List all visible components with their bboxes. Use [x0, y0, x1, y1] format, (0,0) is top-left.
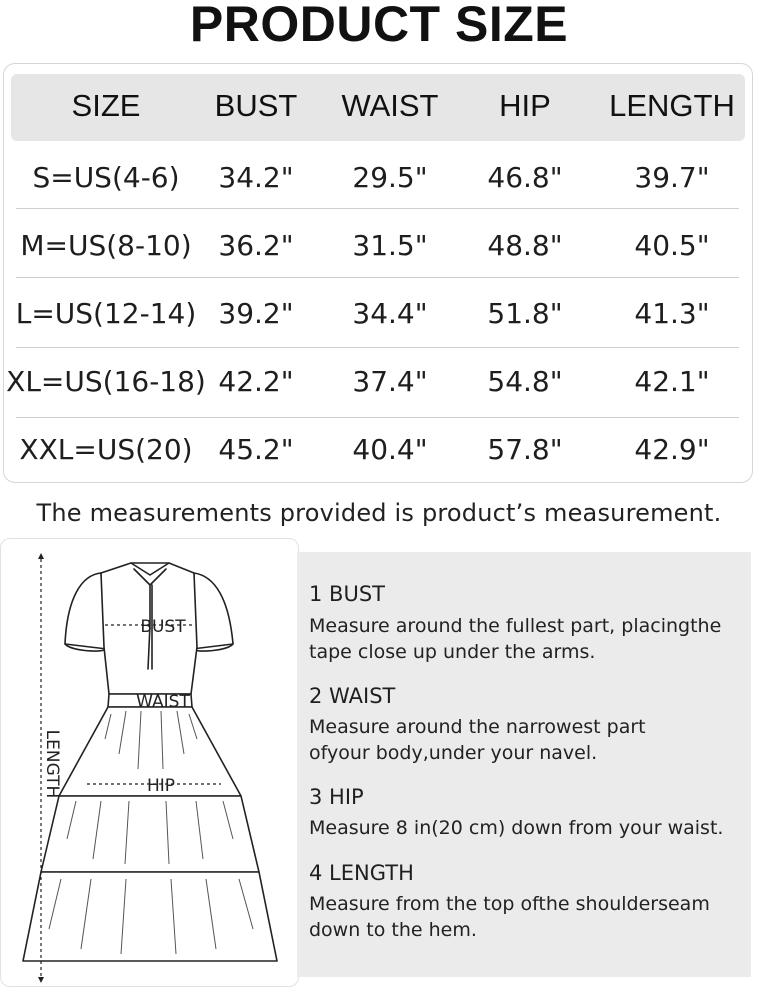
- cell-length: 41.3": [634, 297, 710, 330]
- cell-hip: 46.8": [487, 161, 563, 194]
- hip-heading: 3 HIP: [309, 785, 364, 809]
- header-bust: BUST: [214, 88, 298, 123]
- hip-description: Measure 8 in(20 cm) down from your waist.: [309, 817, 724, 839]
- row-divider: [16, 347, 739, 348]
- cell-waist: 37.4": [352, 365, 428, 398]
- dress-illustration: [0, 538, 299, 987]
- cell-length: 42.9": [634, 433, 710, 466]
- cell-length: 39.7": [634, 161, 710, 194]
- dress-drawing: [1, 539, 298, 986]
- row-divider: [16, 208, 739, 209]
- header-waist: WAIST: [341, 88, 439, 123]
- cell-waist: 29.5": [352, 161, 428, 194]
- cell-size: L=US(12-14): [15, 297, 197, 330]
- waist-description: Measure around the narrowest part ofyour body,under your navel.: [309, 716, 646, 764]
- header-length: LENGTH: [609, 88, 735, 123]
- row-divider: [16, 417, 739, 418]
- cell-length: 42.1": [634, 365, 710, 398]
- cell-bust: 42.2": [218, 365, 294, 398]
- cell-hip: 48.8": [487, 229, 563, 262]
- cell-size: XXL=US(20): [19, 433, 193, 466]
- cell-size: XL=US(16-18): [6, 365, 206, 398]
- cell-hip: 54.8": [487, 365, 563, 398]
- cell-bust: 36.2": [218, 229, 294, 262]
- cell-waist: 40.4": [352, 433, 428, 466]
- bust-heading: 1 BUST: [309, 582, 385, 606]
- bust-label: BUST: [140, 617, 186, 637]
- bust-description: Measure around the fullest part, placingthe tape close up under the arms.: [309, 615, 722, 663]
- cell-hip: 51.8": [487, 297, 563, 330]
- cell-bust: 34.2": [218, 161, 294, 194]
- cell-hip: 57.8": [487, 433, 563, 466]
- length-label: LENGTH: [42, 729, 62, 799]
- cell-size: M=US(8-10): [20, 229, 192, 262]
- waist-heading: 2 WAIST: [309, 684, 396, 708]
- cell-waist: 34.4": [352, 297, 428, 330]
- measurement-note: The measurements provided is product’s measurement.: [36, 499, 722, 527]
- measurement-guide: [297, 552, 751, 977]
- cell-length: 40.5": [634, 229, 710, 262]
- cell-bust: 39.2": [218, 297, 294, 330]
- waist-label: WAIST: [136, 692, 190, 712]
- length-description: Measure from the top ofthe shoulderseam down to the hem.: [309, 893, 710, 941]
- row-divider: [16, 277, 739, 278]
- header-hip: HIP: [499, 88, 551, 123]
- header-size: SIZE: [71, 88, 141, 123]
- cell-waist: 31.5": [352, 229, 428, 262]
- cell-size: S=US(4-6): [32, 161, 180, 194]
- hip-label: HIP: [146, 776, 176, 796]
- page-title: PRODUCT SIZE: [189, 0, 569, 52]
- cell-bust: 45.2": [218, 433, 294, 466]
- length-heading: 4 LENGTH: [309, 861, 414, 885]
